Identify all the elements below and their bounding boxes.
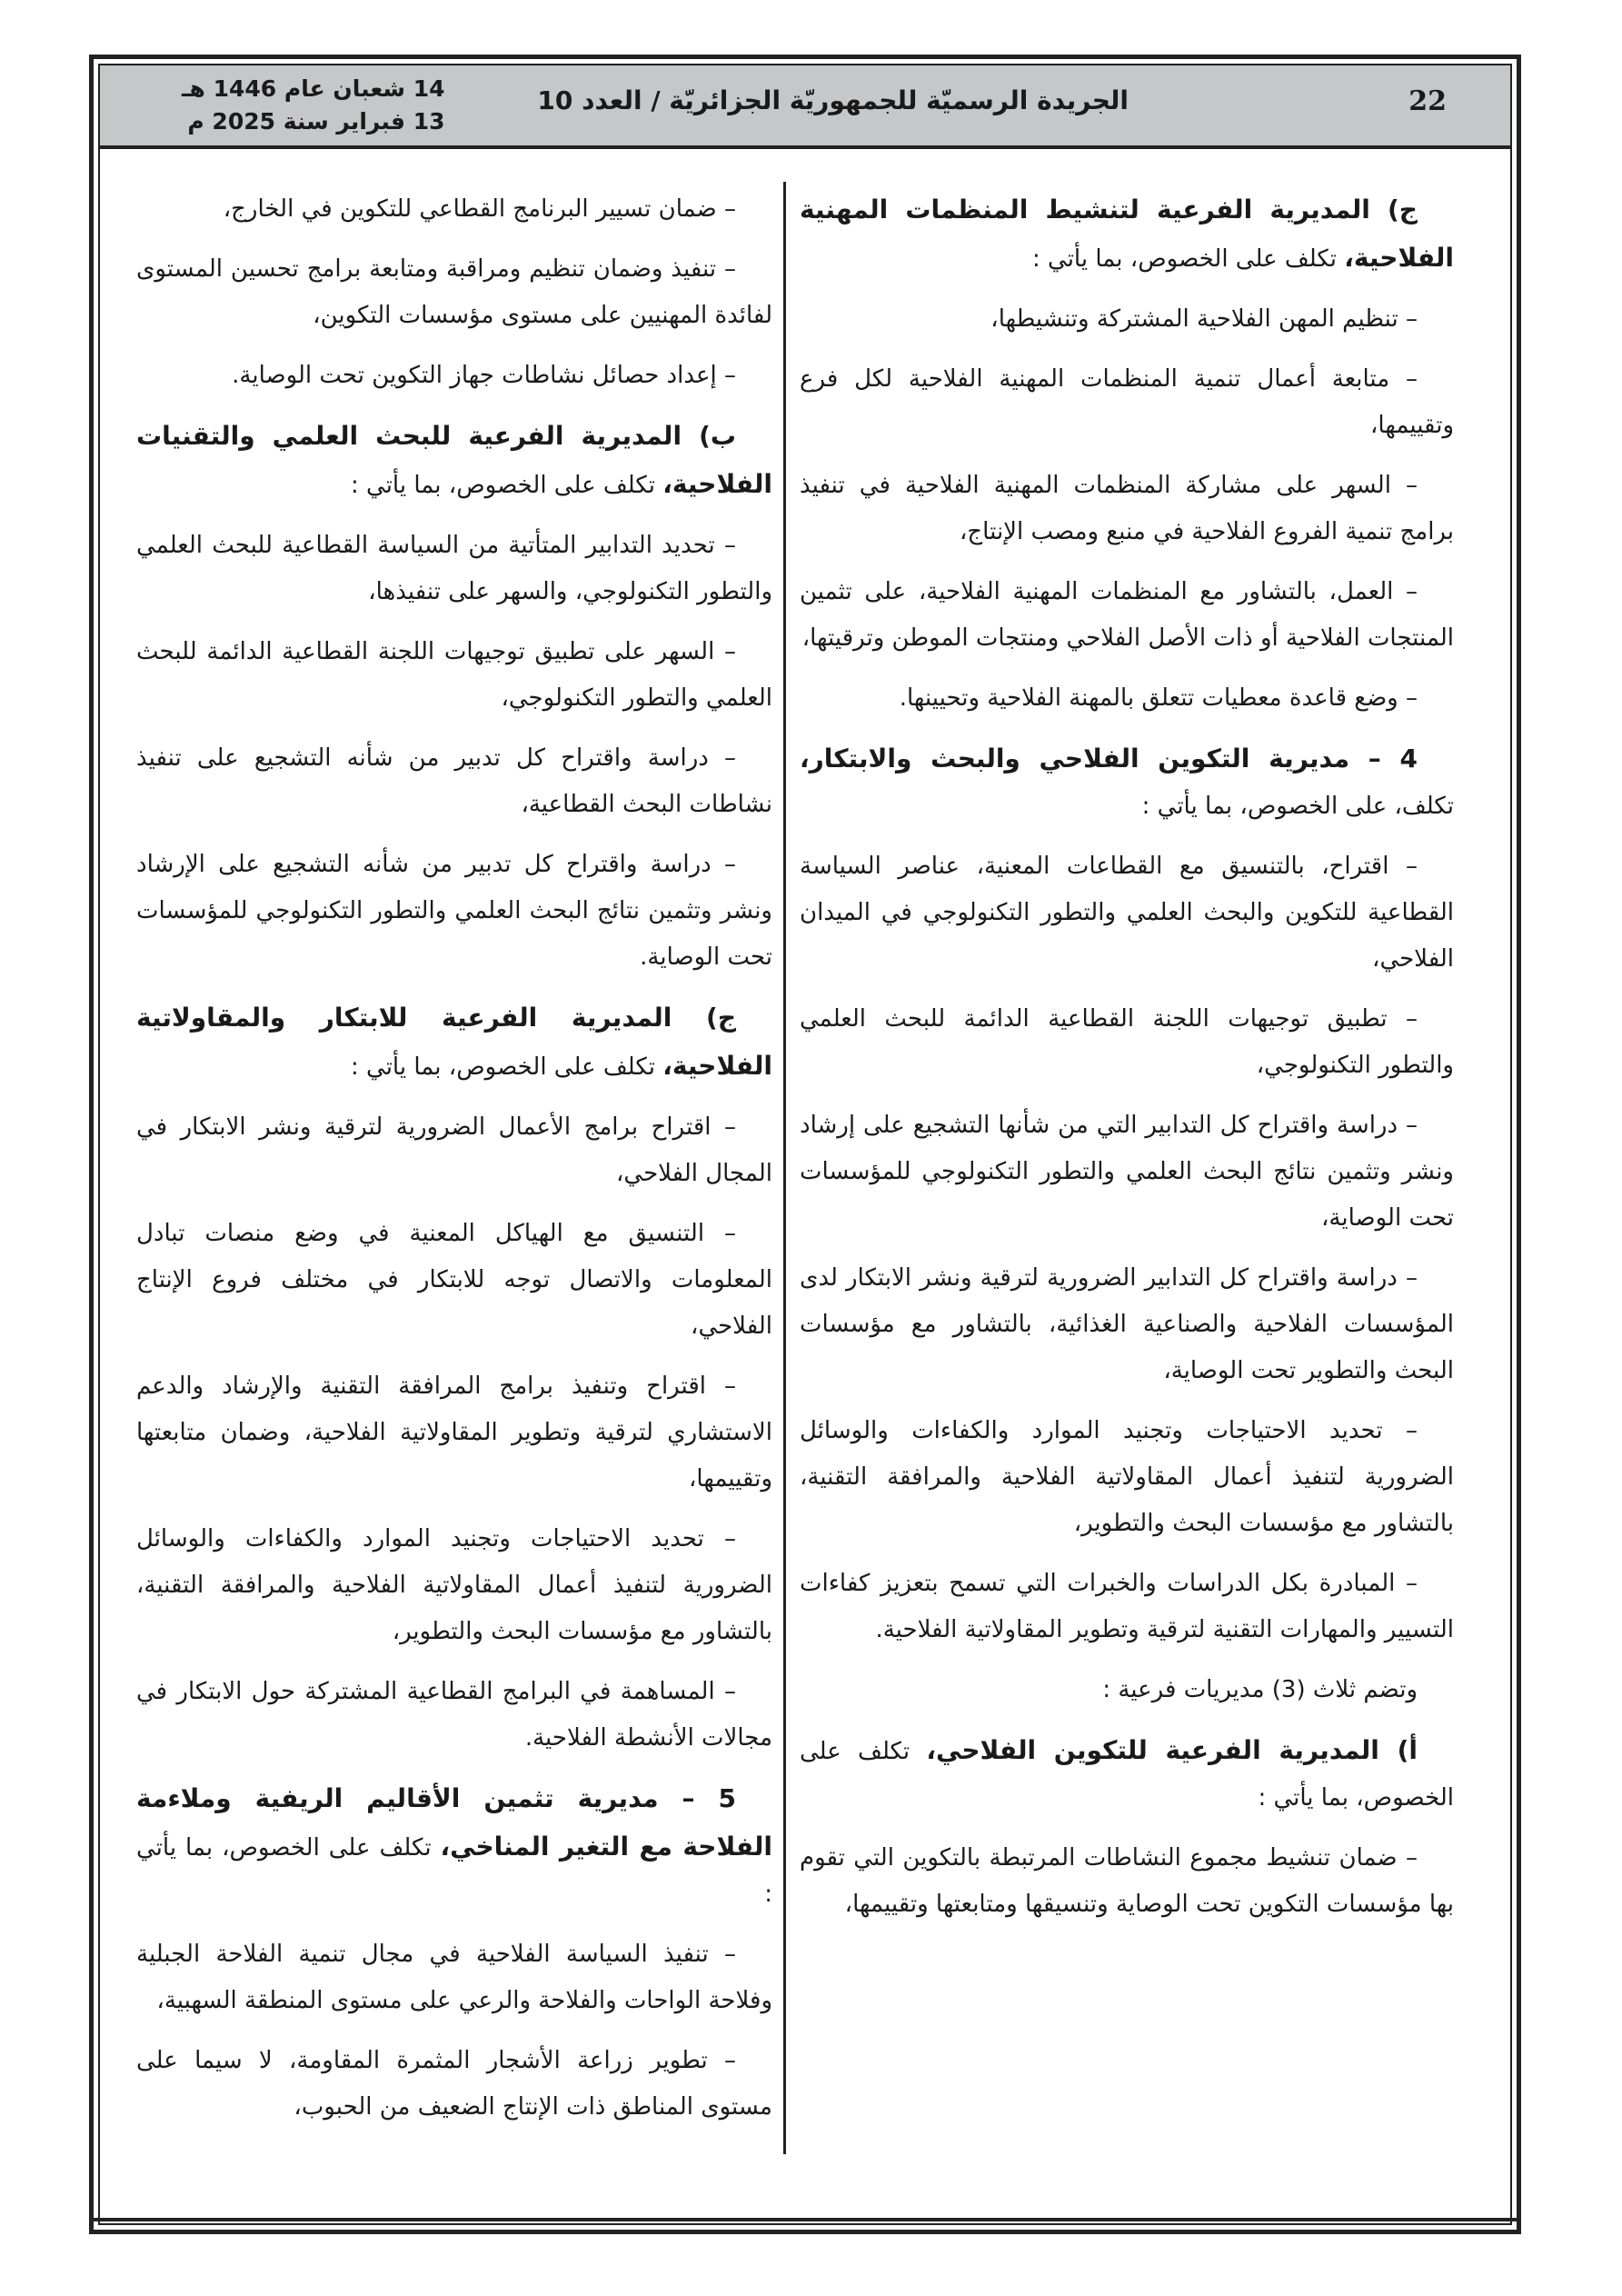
paragraph-text: – تطبيق توجيهات اللجنة القطاعية الدائمة للبحث العلمي والتطور التكنولوجي، [800, 1005, 1454, 1079]
paragraph-text: – تنفيذ وضمان تنظيم ومراقبة ومتابعة برامج تحسين المستوى لفائدة المهنيين على مستوى مؤسسات التكوين، [136, 255, 772, 329]
paragraph [800, 463, 1454, 555]
paragraph [136, 735, 772, 828]
page-header [100, 65, 1510, 149]
section-heading [800, 1727, 1454, 1822]
paragraph-text: – وضع قاعدة معطيات تتعلق بالمهنة الفلاحية وتحيينها. [899, 684, 1418, 712]
paragraph [136, 1104, 772, 1197]
section-heading [136, 1775, 772, 1918]
paragraph-text: – المبادرة بكل الدراسات والخبرات التي تسمح بتعزيز كفاءات التسيير والمهارات التقنية لترقية وتطوير المقاولاتية الفلاحية. [800, 1570, 1454, 1643]
paragraph-text: – ضمان تسيير البرنامج القطاعي للتكوين في الخارج، [223, 195, 736, 223]
paragraph [800, 356, 1454, 449]
paragraph [800, 1255, 1454, 1394]
paragraph [800, 1835, 1454, 1928]
paragraph [136, 2038, 772, 2131]
paragraph [800, 996, 1454, 1089]
paragraph-text: – اقتراح برامج الأعمال الضرورية لترقية ونشر الابتكار في المجال الفلاحي، [136, 1113, 772, 1187]
left-column [136, 186, 772, 2144]
paragraph-text: – دراسة واقتراح كل تدبير من شأنه التشجيع على تنفيذ نشاطات البحث القطاعية، [136, 744, 772, 818]
paragraph [136, 629, 772, 722]
date-hijri: 14 شعبان عام 1446 هـ [182, 75, 445, 102]
paragraph-text: تكلف على الخصوص، بما يأتي : [800, 1738, 1454, 1812]
paragraph-text: – تحديد الاحتياجات وتجنيد الموارد والكفاءات والوسائل الضرورية لتنفيذ أعمال المقاولاتية الفلاحية والمرافقة التقنية، بالتشاور مع مؤسسات البحث والتطوير، [800, 1417, 1454, 1537]
paragraph [800, 1667, 1454, 1713]
paragraph [800, 569, 1454, 662]
heading-title: 5 – مديرية تثمين الأقاليم الريفية وملاءمة الفلاحة مع التغير المناخي، [136, 1783, 772, 1862]
paragraph [136, 1211, 772, 1350]
paragraph-text: – التنسيق مع الهياكل المعنية في وضع منصات تبادل المعلومات والاتصال توجه للابتكار في مختلف فروع الإنتاج الفلاحي، [136, 1220, 772, 1340]
paragraph-text: – دراسة واقتراح كل التدابير التي من شأنها التشجيع على إرشاد ونشر وتثمين نتائج البحث العلمي والتطور التكنولوجي للمؤسسات تحت الوصاية، [800, 1112, 1454, 1232]
paragraph [136, 246, 772, 339]
paragraph-text: تكلف على الخصوص، بما يأتي : [136, 1834, 772, 1908]
paragraph-text: تكلف، على الخصوص، بما يأتي : [1141, 793, 1454, 820]
paragraph [136, 186, 772, 233]
paragraph [136, 523, 772, 615]
paragraph-text: – تحديد التدابير المتأتية من السياسة القطاعية للبحث العلمي والتطور التكنولوجي، والسهر على تنفيذها، [136, 532, 772, 605]
paragraph-text: – إعداد حصائل نشاطات جهاز التكوين تحت الوصاية. [232, 362, 736, 389]
paragraph-text: – تحديد الاحتياجات وتجنيد الموارد والكفاءات والوسائل الضرورية لتنفيذ أعمال المقاولاتية الفلاحية والمرافقة التقنية، بالتشاور مع مؤسسات البحث والتطوير، [136, 1525, 772, 1645]
section-heading [800, 735, 1454, 830]
paragraph-text: – دراسة واقتراح كل التدابير الضرورية لترقية ونشر الابتكار لدى المؤسسات الفلاحية والصناعية الغذائية، بالتشاور مع مؤسسات البحث والتطوير تحت الوصاية، [800, 1264, 1454, 1384]
paragraph-text: – السهر على تطبيق توجيهات اللجنة القطاعية الدائمة للبحث العلمي والتطور التكنولوجي، [136, 638, 772, 712]
paragraph-text: – تطوير زراعة الأشجار المثمرة المقاومة، لا سيما على مستوى المناطق ذات الإنتاج الضعيف من الحبوب، [136, 2047, 772, 2121]
paragraph [800, 296, 1454, 343]
paragraph-text: – اقتراح، بالتنسيق مع القطاعات المعنية، عناصر السياسة القطاعية للتكوين والبحث العلمي والتطور التكنولوجي في الميدان الفلاحي، [800, 853, 1454, 973]
heading-title: 4 – مديرية التكوين الفلاحي والبحث والابتكار، [800, 744, 1418, 774]
bottom-rule [89, 2218, 1521, 2221]
paragraph [136, 1516, 772, 1655]
paragraph-text: – متابعة أعمال تنمية المنظمات المهنية الفلاحية لكل فرع وتقييمها، [800, 365, 1454, 439]
paragraph-text: تكلف على الخصوص، بما يأتي : [351, 472, 663, 499]
paragraph [136, 1669, 772, 1762]
journal-title: الجريدة الرسميّة للجمهوريّة الجزائريّة / العدد 10 [537, 85, 1129, 115]
paragraph [136, 842, 772, 981]
section-heading [136, 413, 772, 509]
paragraph [800, 1103, 1454, 1242]
paragraph [800, 675, 1454, 722]
column-divider [783, 182, 786, 2154]
paragraph-text: – دراسة واقتراح كل تدبير من شأنه التشجيع على الإرشاد ونشر وتثمين نتائج البحث العلمي والتطور التكنولوجي للمؤسسات تحت الوصاية. [136, 851, 772, 971]
paragraph-text: – اقتراح وتنفيذ برامج المرافقة التقنية والإرشاد والدعم الاستشاري لترقية وتطوير المقاولاتية الفلاحية، وضمان متابعتها وتقييمها، [136, 1373, 772, 1492]
section-heading [800, 186, 1454, 283]
issue-date [182, 73, 445, 138]
heading-title: ب) المديرية الفرعية للبحث العلمي والتقنيات الفلاحية، [136, 421, 772, 499]
heading-title: ج) المديرية الفرعية لتنشيط المنظمات المهنية الفلاحية، [800, 195, 1454, 273]
paragraph [136, 353, 772, 399]
paragraph-text: وتضم ثلاث (3) مديريات فرعية : [1102, 1676, 1418, 1703]
paragraph [136, 1932, 772, 2024]
heading-title: ج) المديرية الفرعية للابتكار والمقاولاتية الفلاحية، [136, 1003, 772, 1081]
right-column [800, 186, 1454, 1942]
paragraph [800, 1408, 1454, 1547]
paragraph-text: – المساهمة في البرامج القطاعية المشتركة حول الابتكار في مجالات الأنشطة الفلاحية. [136, 1678, 772, 1752]
page-number: 22 [1408, 85, 1447, 117]
paragraph-text: – تنظيم المهن الفلاحية المشتركة وتنشيطها، [990, 305, 1418, 333]
paragraph [800, 1561, 1454, 1653]
paragraph-text: – تنفيذ السياسة الفلاحية في مجال تنمية الفلاحة الجبلية وفلاحة الواحات والفلاحة والرعي على مستوى المنطقة السهبية، [136, 1941, 772, 2014]
date-gregorian: 13 فبراير سنة 2025 م [187, 108, 445, 135]
paragraph [800, 844, 1454, 983]
paragraph-text: – السهر على مشاركة المنظمات المهنية الفلاحية في تنفيذ برامج تنمية الفروع الفلاحية في منبع ومصب الإنتاج، [800, 472, 1454, 545]
section-heading [136, 994, 772, 1091]
paragraph-text: – ضمان تنشيط مجموع النشاطات المرتبطة بالتكوين التي تقوم بها مؤسسات التكوين تحت الوصاية وتنسيقها ومتابعتها وتقييمها، [800, 1844, 1454, 1918]
paragraph-text: – العمل، بالتشاور مع المنظمات المهنية الفلاحية، على تثمين المنتجات الفلاحية أو ذات الأصل الفلاحي ومنتجات الموطن وترقيتها، [800, 578, 1454, 652]
heading-title: أ) المديرية الفرعية للتكوين الفلاحي، [926, 1735, 1418, 1765]
paragraph-text: تكلف على الخصوص، بما يأتي : [351, 1053, 663, 1081]
paragraph [136, 1363, 772, 1502]
paragraph-text: تكلف على الخصوص، بما يأتي : [1032, 245, 1345, 273]
